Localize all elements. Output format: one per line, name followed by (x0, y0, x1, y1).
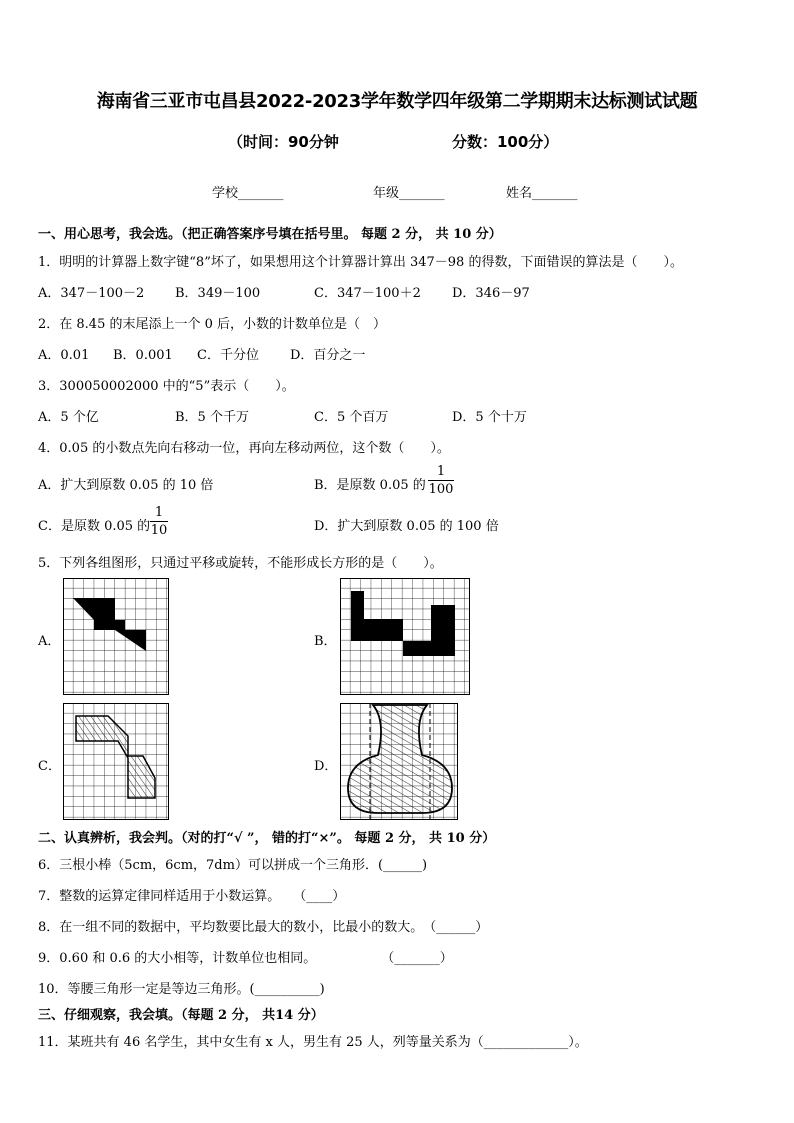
q2-option-d: D．百分之一 (290, 348, 366, 363)
section-3-heading: 三、仔细观察，我会填。（每题 2 分， 共14 分） (38, 1008, 324, 1023)
question-5: 5．下列各组图形，只通过平移或旋转，不能形成长方形的是（ ）。 (38, 556, 443, 571)
section-1-heading: 一、用心思考，我会选。（把正确答案序号填在括号里。 每题 2 分， 共 10 分） (38, 227, 502, 242)
q2-option-c: C．千分位 (197, 348, 259, 363)
q1-option-b: B．349－100 (175, 286, 261, 301)
question-6: 6．三根小棒（5cm，6cm，7dm）可以拼成一个三角形．(______) (38, 858, 428, 873)
question-2: 2．在 8.45 的末尾添上一个 0 后，小数的计数单位是（ ） (38, 317, 387, 332)
q4-option-d: D．扩大到原数 0.05 的 100 倍 (314, 519, 499, 534)
figure-d-grid (340, 703, 458, 820)
name-field: 姓名_______ (506, 186, 578, 201)
figure-c-grid (63, 703, 169, 820)
exam-time: （时间：90分钟 (228, 133, 339, 151)
q3-option-a: A．5 个亿 (38, 410, 99, 425)
q4-fraction-b (428, 464, 454, 497)
q5-label-d: D． (314, 759, 338, 774)
question-3: 3．300050002000 中的“5”表示（ ）。 (38, 379, 295, 394)
q2-option-a: A．0.01 (38, 348, 90, 363)
fraction-numerator: 1 (154, 505, 164, 520)
school-field: 学校_______ (212, 186, 284, 201)
fraction-bar (150, 521, 168, 522)
q4-option-c: C．是原数 0.05 的 (38, 519, 151, 534)
question-1: 1．明明的计算器上数字键“8”坏了，如果想用这个计算器计算出 347－98 的得数，下面错误的算法是（ ）。 (38, 255, 683, 270)
q3-option-d: D．5 个十万 (452, 410, 527, 425)
fraction-bar (428, 480, 454, 481)
question-7: 7．整数的运算定律同样适用于小数运算。 （____） (38, 889, 346, 904)
question-4: 4．0.05 的小数点先向右移动一位，再向左移动两位，这个数（ ）。 (38, 441, 450, 456)
section-2-heading: 二、认真辨析，我会判。（对的打“√ ”， 错的打“×”。 每题 2 分， 共 10 分） (38, 831, 496, 846)
figure-a-grid (63, 578, 169, 695)
q4-option-b: B．是原数 0.05 的 (314, 478, 426, 493)
question-8: 8．在一组不同的数据中，平均数要比最大的数小，比最小的数大。 （______） (38, 920, 489, 935)
q5-label-a: A． (38, 634, 61, 649)
page-title: 海南省三亚市屯昌县2022-2023学年数学四年级第二学期期末达标测试试题 (96, 91, 698, 112)
q5-label-c: C． (38, 759, 61, 774)
question-9: 9．0.60 和 0.6 的大小相等，计数单位也相同。 （_______） (38, 951, 453, 966)
fraction-numerator: 1 (436, 464, 446, 479)
q1-option-d: D．346－97 (452, 286, 530, 301)
q1-option-c: C．347－100＋2 (314, 286, 421, 301)
q4-option-a: A．扩大到原数 0.05 的 10 倍 (38, 478, 214, 493)
question-10: 10．等腰三角形一定是等边三角形。(__________) (38, 982, 325, 997)
figure-b-grid (340, 578, 470, 695)
q3-option-b: B．5 个千万 (175, 410, 249, 425)
question-11: 11．某班共有 46 名学生，其中女生有 x 人，男生有 25 人，列等量关系为（_____________）。 (38, 1035, 588, 1050)
exam-score: 分数：100分） (452, 133, 559, 151)
q5-label-b: B． (314, 634, 337, 649)
q2-option-b: B．0.001 (113, 348, 173, 363)
fraction-denominator: 100 (428, 482, 454, 497)
fraction-denominator: 10 (150, 523, 168, 538)
q3-option-c: C．5 个百万 (314, 410, 389, 425)
q4-fraction-c (150, 505, 168, 538)
q1-option-a: A．347－100－2 (38, 286, 145, 301)
grade-field: 年级_______ (373, 186, 445, 201)
